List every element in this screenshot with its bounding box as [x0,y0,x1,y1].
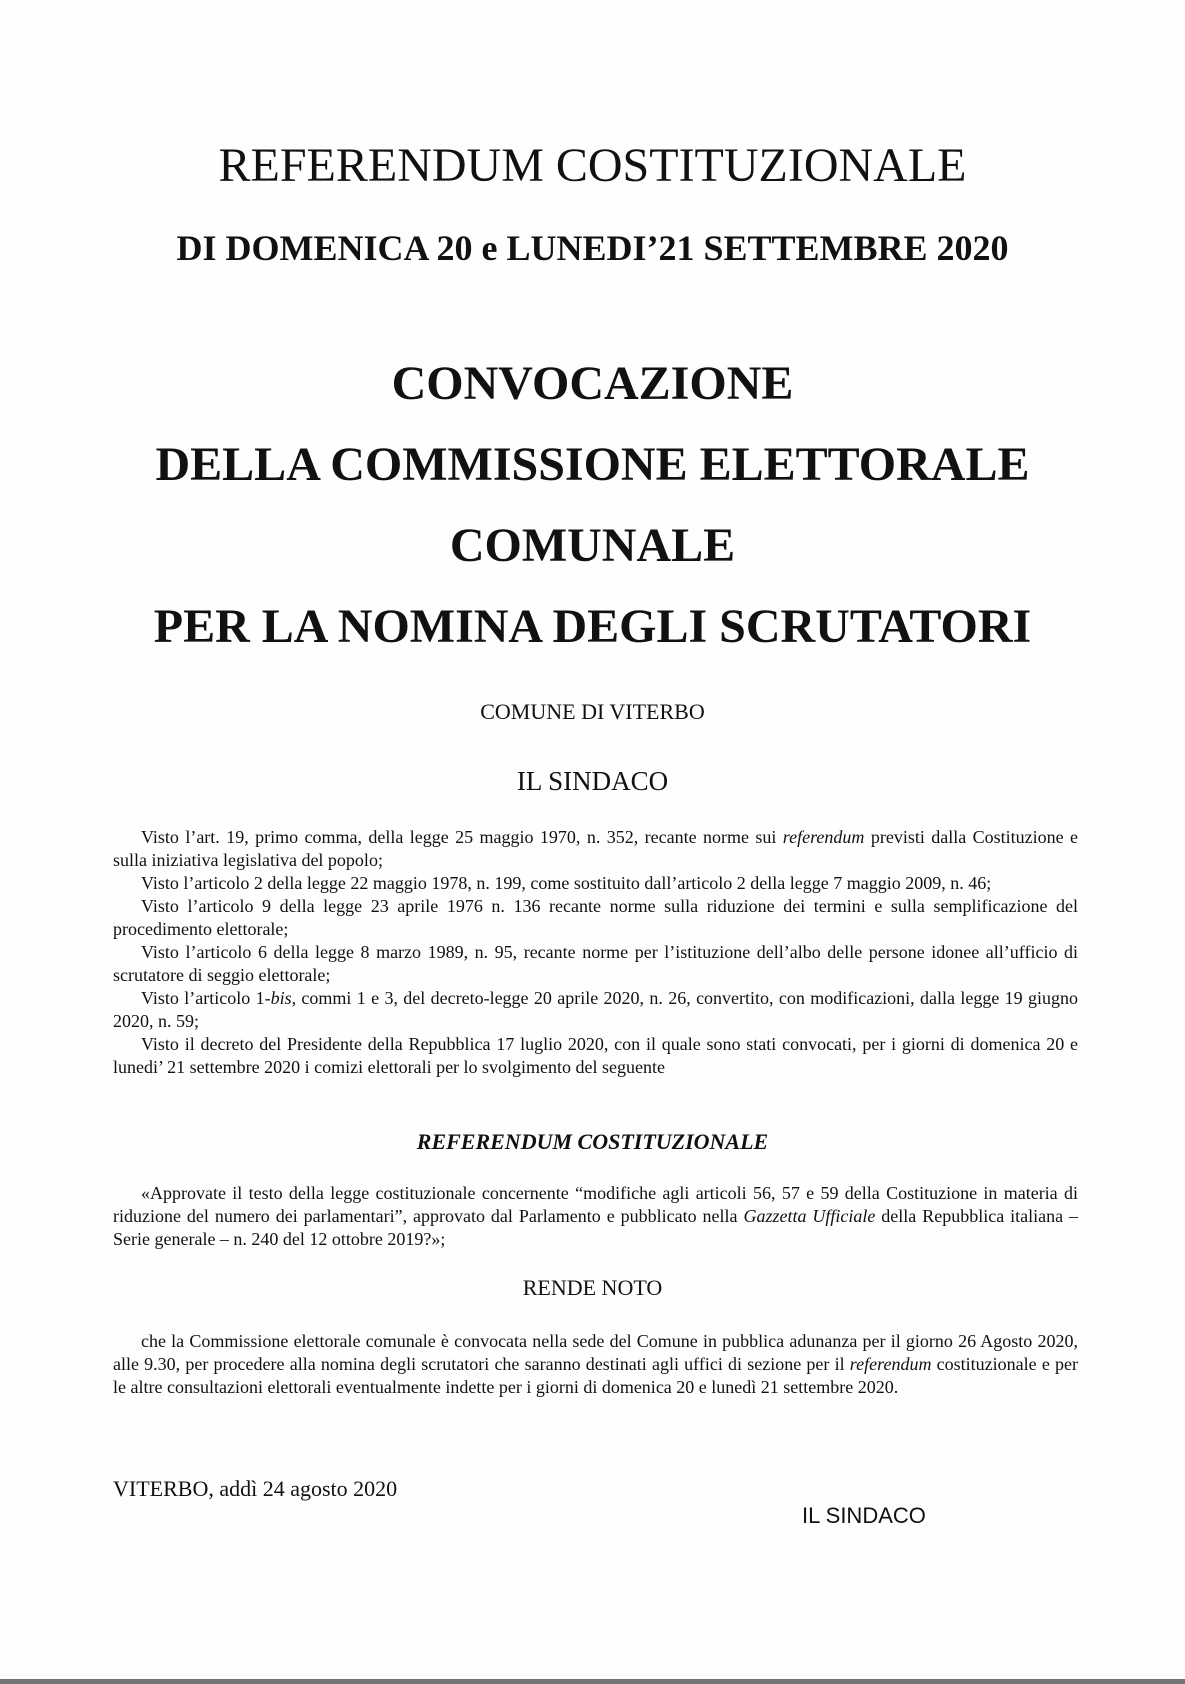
place-and-date: VITERBO, addì 24 agosto 2020 [113,1476,398,1501]
premises-block [113,826,1078,1079]
heading-line-3: COMUNALE [449,519,736,572]
premise-text: Visto l’articolo 9 della legge 23 aprile 1976 n. 136 recante norme sulla riduzione dei termini e sulla semplificazione del procedimento elettorale; [113,896,1078,939]
premise-text: Visto l’articolo 1- [141,988,271,1008]
signature-line: IL SINDACO [802,1503,926,1528]
notice-emphasis: referendum [849,1354,932,1374]
question-text: della Repubblica italiana – Serie generale – n. 240 del 12 ottobre 2019?»; [113,1206,1079,1249]
heading-line-2: DELLA COMMISSIONE ELETTORALE [155,438,1030,491]
municipality-name: COMUNE DI VITERBO [480,699,705,724]
premise-text: Visto l’articolo 2 della legge 22 maggio 1978, n. 199, come sostituito dall’articolo 2 della legge 7 maggio 2009, n. 46; [141,873,992,893]
premise-paragraph [113,872,1078,895]
notice-text: costituzionale e per le altre consultazioni elettorali eventualmente indette per i giorni di domenica 20 e lunedì 21 settembre 2020. [113,1354,1078,1397]
premise-emphasis: referendum [782,827,865,847]
premise-paragraph [113,826,1078,872]
premise-paragraph [113,1033,1078,1079]
premise-text: previsti dalla Costituzione e sulla iniziativa legislativa del popolo; [113,827,1078,870]
question-emphasis: Gazzetta Ufficiale [743,1206,876,1226]
notice-text: che la Commissione elettorale comunale è convocata nella sede del Comune in pubblica adunanza per il giorno 26 Agosto 2020, alle 9.30, per procedere alla nomina degli scrutatori che saranno destinati agli uffici di sezione per il [113,1331,1078,1374]
document-dates: DI DOMENICA 20 e LUNEDI’21 SETTEMBRE 2020 [176,228,1009,268]
premise-text: Visto il decreto del Presidente della Repubblica 17 luglio 2020, con il quale sono stati convocati, per i giorni di domenica 20 e lunedi’ 21 settembre 2020 i comizi elettorali per lo svolgimento del seguente [113,1034,1078,1077]
premise-text: commi 1 e 3, del decreto-legge 20 aprile 2020, n. 26, convertito, con modificazioni, dalla legge 19 giugno 2020, n. 59; [113,988,1079,1031]
question-text: «Approvate il testo della legge costituzionale concernente “modifiche agli articoli 56, 57 e 59 della Costituzione in materia di riduzione del numero dei parlamentari”, approvato dal Parlamento e pubblicato nella [113,1183,1078,1226]
heading-line-1: CONVOCAZIONE [391,357,794,410]
premise-paragraph [113,895,1078,941]
notice-paragraph [113,1330,1078,1399]
referendum-subheading: REFERENDUM COSTITUZIONALE [416,1129,769,1154]
referendum-question [113,1182,1078,1251]
premise-paragraph [113,941,1078,987]
document-title: REFERENDUM COSTITUZIONALE [218,139,967,192]
question-paragraph [113,1182,1078,1251]
premise-text: Visto l’art. 19, primo comma, della legge 25 maggio 1970, n. 352, recante norme sui [141,827,783,847]
rende-noto-heading: RENDE NOTO [522,1275,663,1300]
premise-emphasis: bis, [270,988,297,1008]
heading-line-4: PER LA NOMINA DEGLI SCRUTATORI [153,600,1032,653]
notice-block [113,1330,1078,1399]
bottom-divider [0,1679,1185,1684]
premise-text: Visto l’articolo 6 della legge 8 marzo 1989, n. 95, recante norme per l’istituzione dell’albo delle persone idonee all’ufficio di scrutatore di seggio elettorale; [113,942,1078,985]
premise-paragraph [113,987,1078,1033]
authority-heading: IL SINDACO [516,766,669,796]
